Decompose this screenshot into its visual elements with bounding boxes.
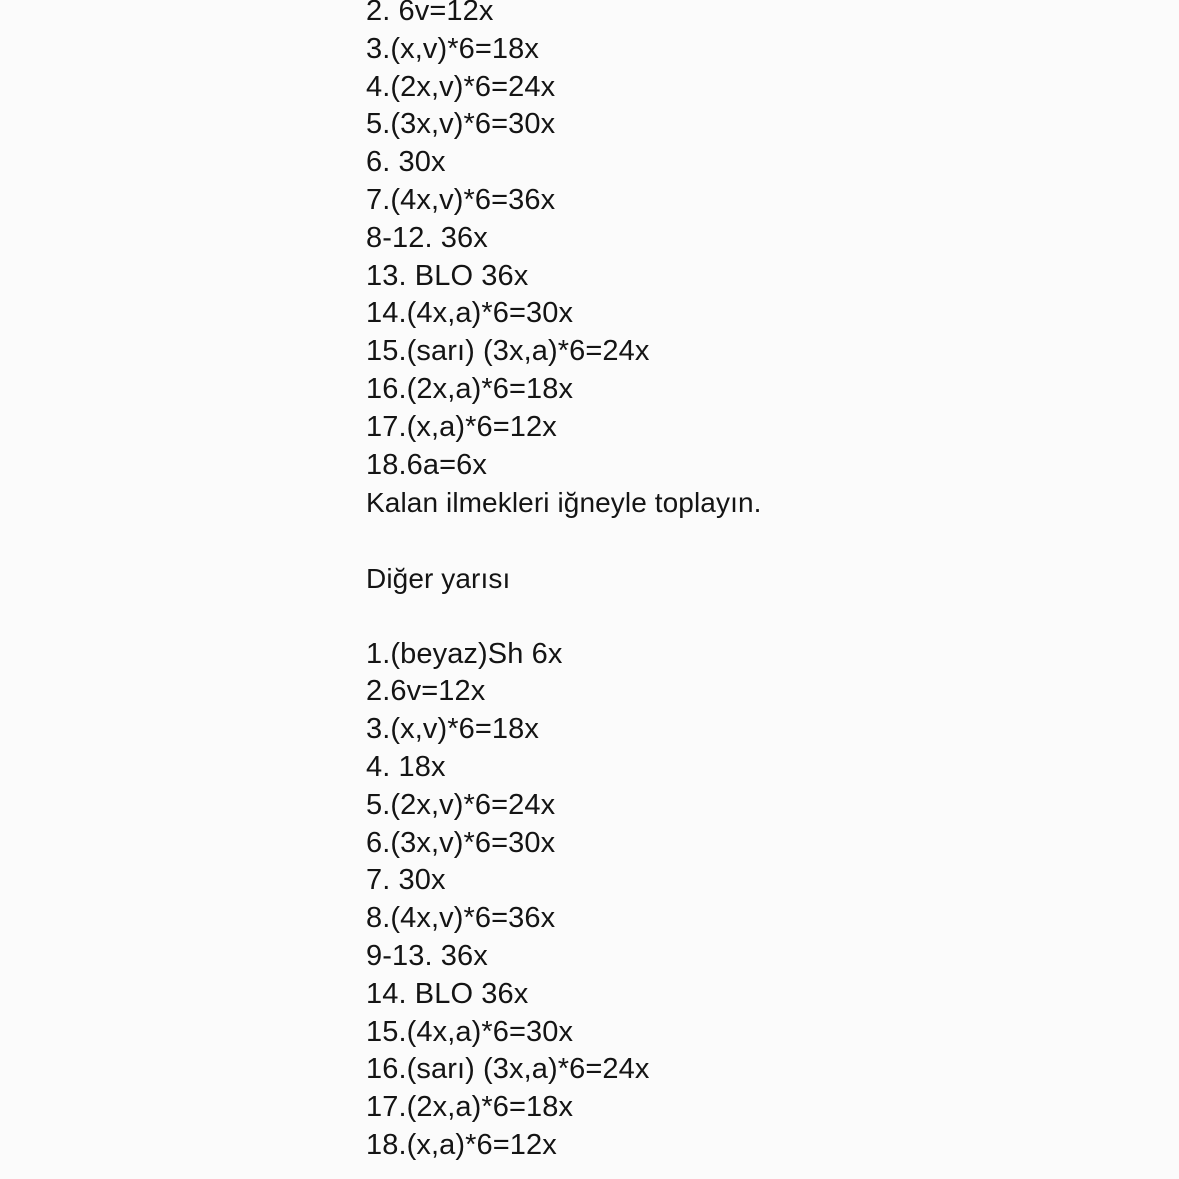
section-heading: Diğer yarısı <box>366 562 511 594</box>
pattern-row: 4.(2x,v)*6=24x <box>366 70 556 103</box>
pattern-row: 15.(sarı) (3x,a)*6=24x <box>366 335 650 368</box>
pattern-row: 13. BLO 36x <box>366 259 529 292</box>
pattern-row: 16.(2x,a)*6=18x <box>366 372 574 405</box>
pattern-row: 8-12. 36x <box>366 221 488 254</box>
pattern-row: 18.6a=6x <box>366 448 487 481</box>
pattern-row: 7. 30x <box>366 864 446 897</box>
pattern-row: 7.(4x,v)*6=36x <box>366 183 556 216</box>
pattern-row: 8.(4x,v)*6=36x <box>366 902 556 935</box>
pattern-row: 16.(sarı) (3x,a)*6=24x <box>366 1053 650 1086</box>
pattern-row: 17.(2x,a)*6=18x <box>366 1091 574 1124</box>
pattern-row: 14. BLO 36x <box>366 977 529 1010</box>
pattern-row: 14.(4x,a)*6=30x <box>366 297 574 330</box>
pattern-row: 17.(x,a)*6=12x <box>366 410 557 443</box>
pattern-row: 2.6v=12x <box>366 675 486 708</box>
closing-note: Kalan ilmekleri iğneyle toplayın. <box>366 487 762 519</box>
pattern-row: 5.(2x,v)*6=24x <box>366 788 556 821</box>
pattern-row: 5.(3x,v)*6=30x <box>366 108 556 141</box>
pattern-row: 15.(4x,a)*6=30x <box>366 1015 574 1048</box>
spacer <box>366 522 762 560</box>
spacer <box>366 598 762 636</box>
pattern-row: 3.(x,v)*6=18x <box>366 32 539 65</box>
pattern-row: 1.(beyaz)Sh 6x <box>366 637 563 670</box>
pattern-row: 2. 6v=12x <box>366 0 494 27</box>
pattern-row: 9-13. 36x <box>366 939 488 972</box>
pattern-text <box>366 0 762 1165</box>
pattern-row: 18.(x,a)*6=12x <box>366 1128 557 1161</box>
pattern-row: 6. 30x <box>366 146 446 179</box>
pattern-row: 6.(3x,v)*6=30x <box>366 826 556 859</box>
pattern-row: 4. 18x <box>366 750 446 783</box>
pattern-row: 3.(x,v)*6=18x <box>366 713 539 746</box>
